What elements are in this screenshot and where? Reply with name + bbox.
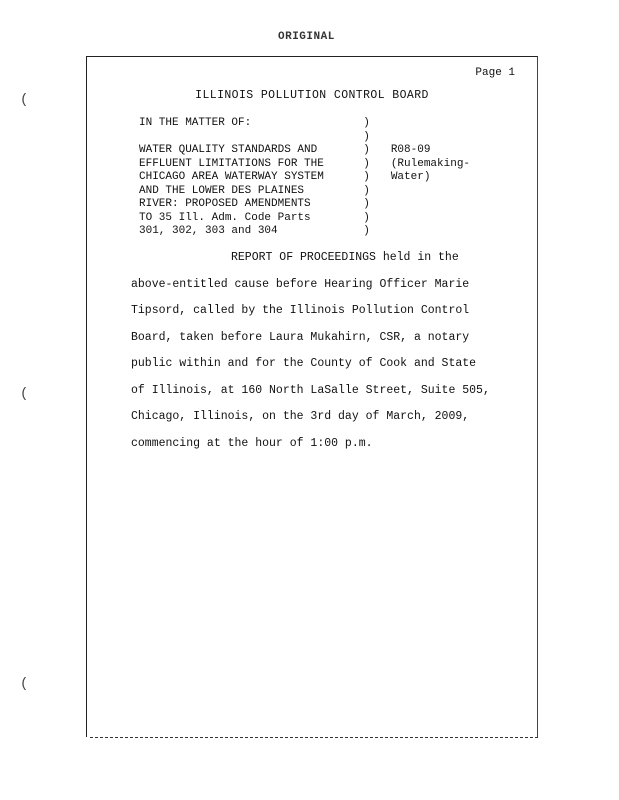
caption-left-line: RIVER: PROPOSED AMENDMENTS — [139, 198, 311, 210]
body-line: of Illinois, at 160 North LaSalle Street, Suite 505, — [131, 383, 490, 397]
proceedings-text — [131, 245, 523, 457]
caption-left-line: WATER QUALITY STANDARDS AND — [139, 144, 318, 156]
caption-right-line — [391, 185, 499, 199]
case-type-line: (Rulemaking- — [390, 157, 471, 170]
case-type-line: Water) — [390, 171, 431, 183]
hole-punch-mark: ( — [20, 676, 29, 692]
caption-left-line: TO 35 Ill. Adm. Code Parts — [139, 211, 311, 224]
caption-right-line — [391, 212, 499, 226]
board-heading: ILLINOIS POLLUTION CONTROL BOARD — [195, 89, 429, 102]
case-number: R08-09 — [390, 144, 431, 156]
caption-right-line — [391, 117, 499, 131]
page-bottom-rule — [90, 737, 538, 738]
transcript-page — [86, 56, 538, 737]
caption-paren: ) — [363, 225, 370, 237]
caption-left-line: EFFLUENT LIMITATIONS FOR THE — [139, 157, 324, 170]
caption-paren: ) — [363, 211, 370, 224]
caption-left-line: 301, 302, 303 and 304 — [139, 225, 278, 237]
caption-left-line: CHICAGO AREA WATERWAY SYSTEM — [139, 171, 324, 183]
hole-punch-mark: ( — [20, 386, 29, 402]
hole-punch-mark: ( — [20, 92, 29, 108]
caption-paren: ) — [363, 184, 370, 197]
caption-right-line — [391, 131, 499, 145]
caption-left-line: IN THE MATTER OF: — [139, 117, 252, 129]
caption-right-line — [391, 198, 499, 212]
caption-paren: ) — [363, 144, 370, 156]
body-line: Tipsord, called by the Illinois Pollution Control — [131, 304, 470, 317]
body-line: above-entitled cause before Hearing Officer Marie — [131, 277, 470, 291]
body-line: commencing at the hour of 1:00 p.m. — [131, 436, 373, 450]
caption-paren: ) — [363, 198, 370, 210]
body-line: Chicago, Illinois, on the 3rd day of March, 2009, — [131, 410, 470, 423]
body-line: Board, taken before Laura Mukahirn, CSR, a notary — [131, 330, 470, 344]
case-caption — [139, 117, 499, 239]
caption-paren: ) — [363, 157, 370, 170]
body-line: REPORT OF PROCEEDINGS held in the — [231, 251, 459, 264]
caption-right-line — [391, 225, 499, 239]
page-number: Page 1 — [475, 67, 515, 79]
caption-left-line — [139, 131, 363, 145]
body-line: public within and for the County of Cook and State — [131, 357, 477, 370]
original-stamp: ORIGINAL — [278, 31, 335, 43]
caption-paren: ) — [363, 130, 370, 143]
caption-left-line: AND THE LOWER DES PLAINES — [139, 184, 305, 197]
caption-paren: ) — [363, 117, 370, 129]
caption-paren: ) — [363, 171, 370, 183]
